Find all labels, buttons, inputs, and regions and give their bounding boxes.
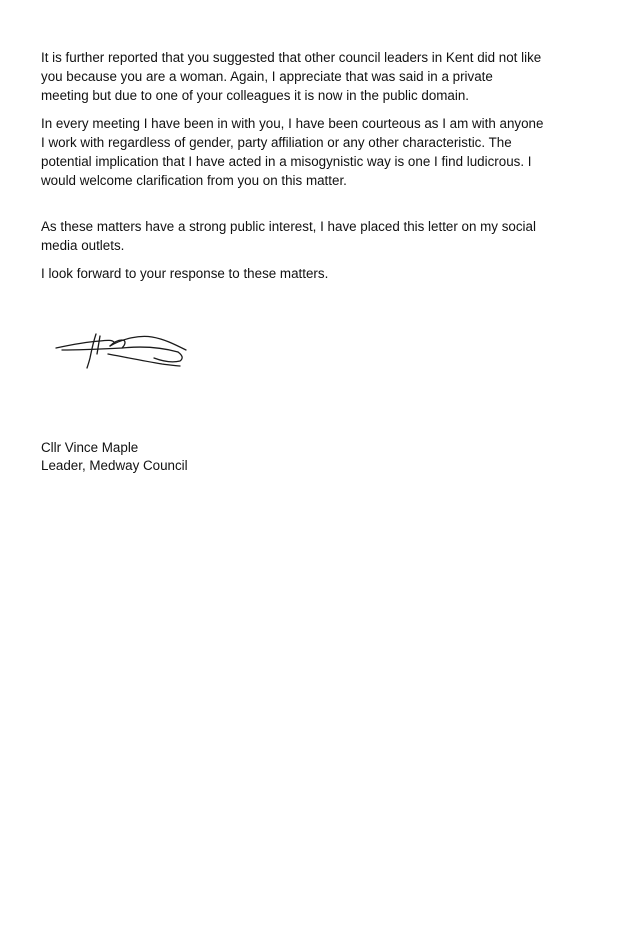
- letter-body: [41, 48, 601, 283]
- text-line: I work with regardless of gender, party affiliation or any other characteristic. The: [41, 135, 512, 150]
- signatory-title: Leader, Medway Council: [41, 458, 188, 473]
- paragraph-public-interest: [41, 217, 601, 255]
- text-line: meeting but due to one of your colleagues it is now in the public domain.: [41, 88, 470, 103]
- text-line: potential implication that I have acted in a misogynistic way is one I find ludicrous. I: [41, 154, 532, 169]
- text-line: would welcome clarification from you on this matter.: [41, 173, 347, 188]
- signature-block: [41, 439, 188, 475]
- text-line: you because you are a woman. Again, I appreciate that was said in a private: [41, 69, 493, 84]
- text-line: media outlets.: [41, 238, 125, 253]
- paragraph-reported-comments: [41, 48, 601, 105]
- text-line: In every meeting I have been in with you, I have been courteous as I am with anyone: [41, 116, 544, 131]
- paragraph-closing: [41, 264, 601, 283]
- signatory-name: Cllr Vince Maple: [41, 440, 139, 455]
- text-line: I look forward to your response to these matters.: [41, 266, 329, 281]
- paragraph-courtesy: [41, 114, 601, 190]
- text-line: It is further reported that you suggested that other council leaders in Kent did not like: [41, 50, 542, 65]
- handwritten-signature: [52, 328, 192, 374]
- text-line: As these matters have a strong public interest, I have placed this letter on my social: [41, 219, 536, 234]
